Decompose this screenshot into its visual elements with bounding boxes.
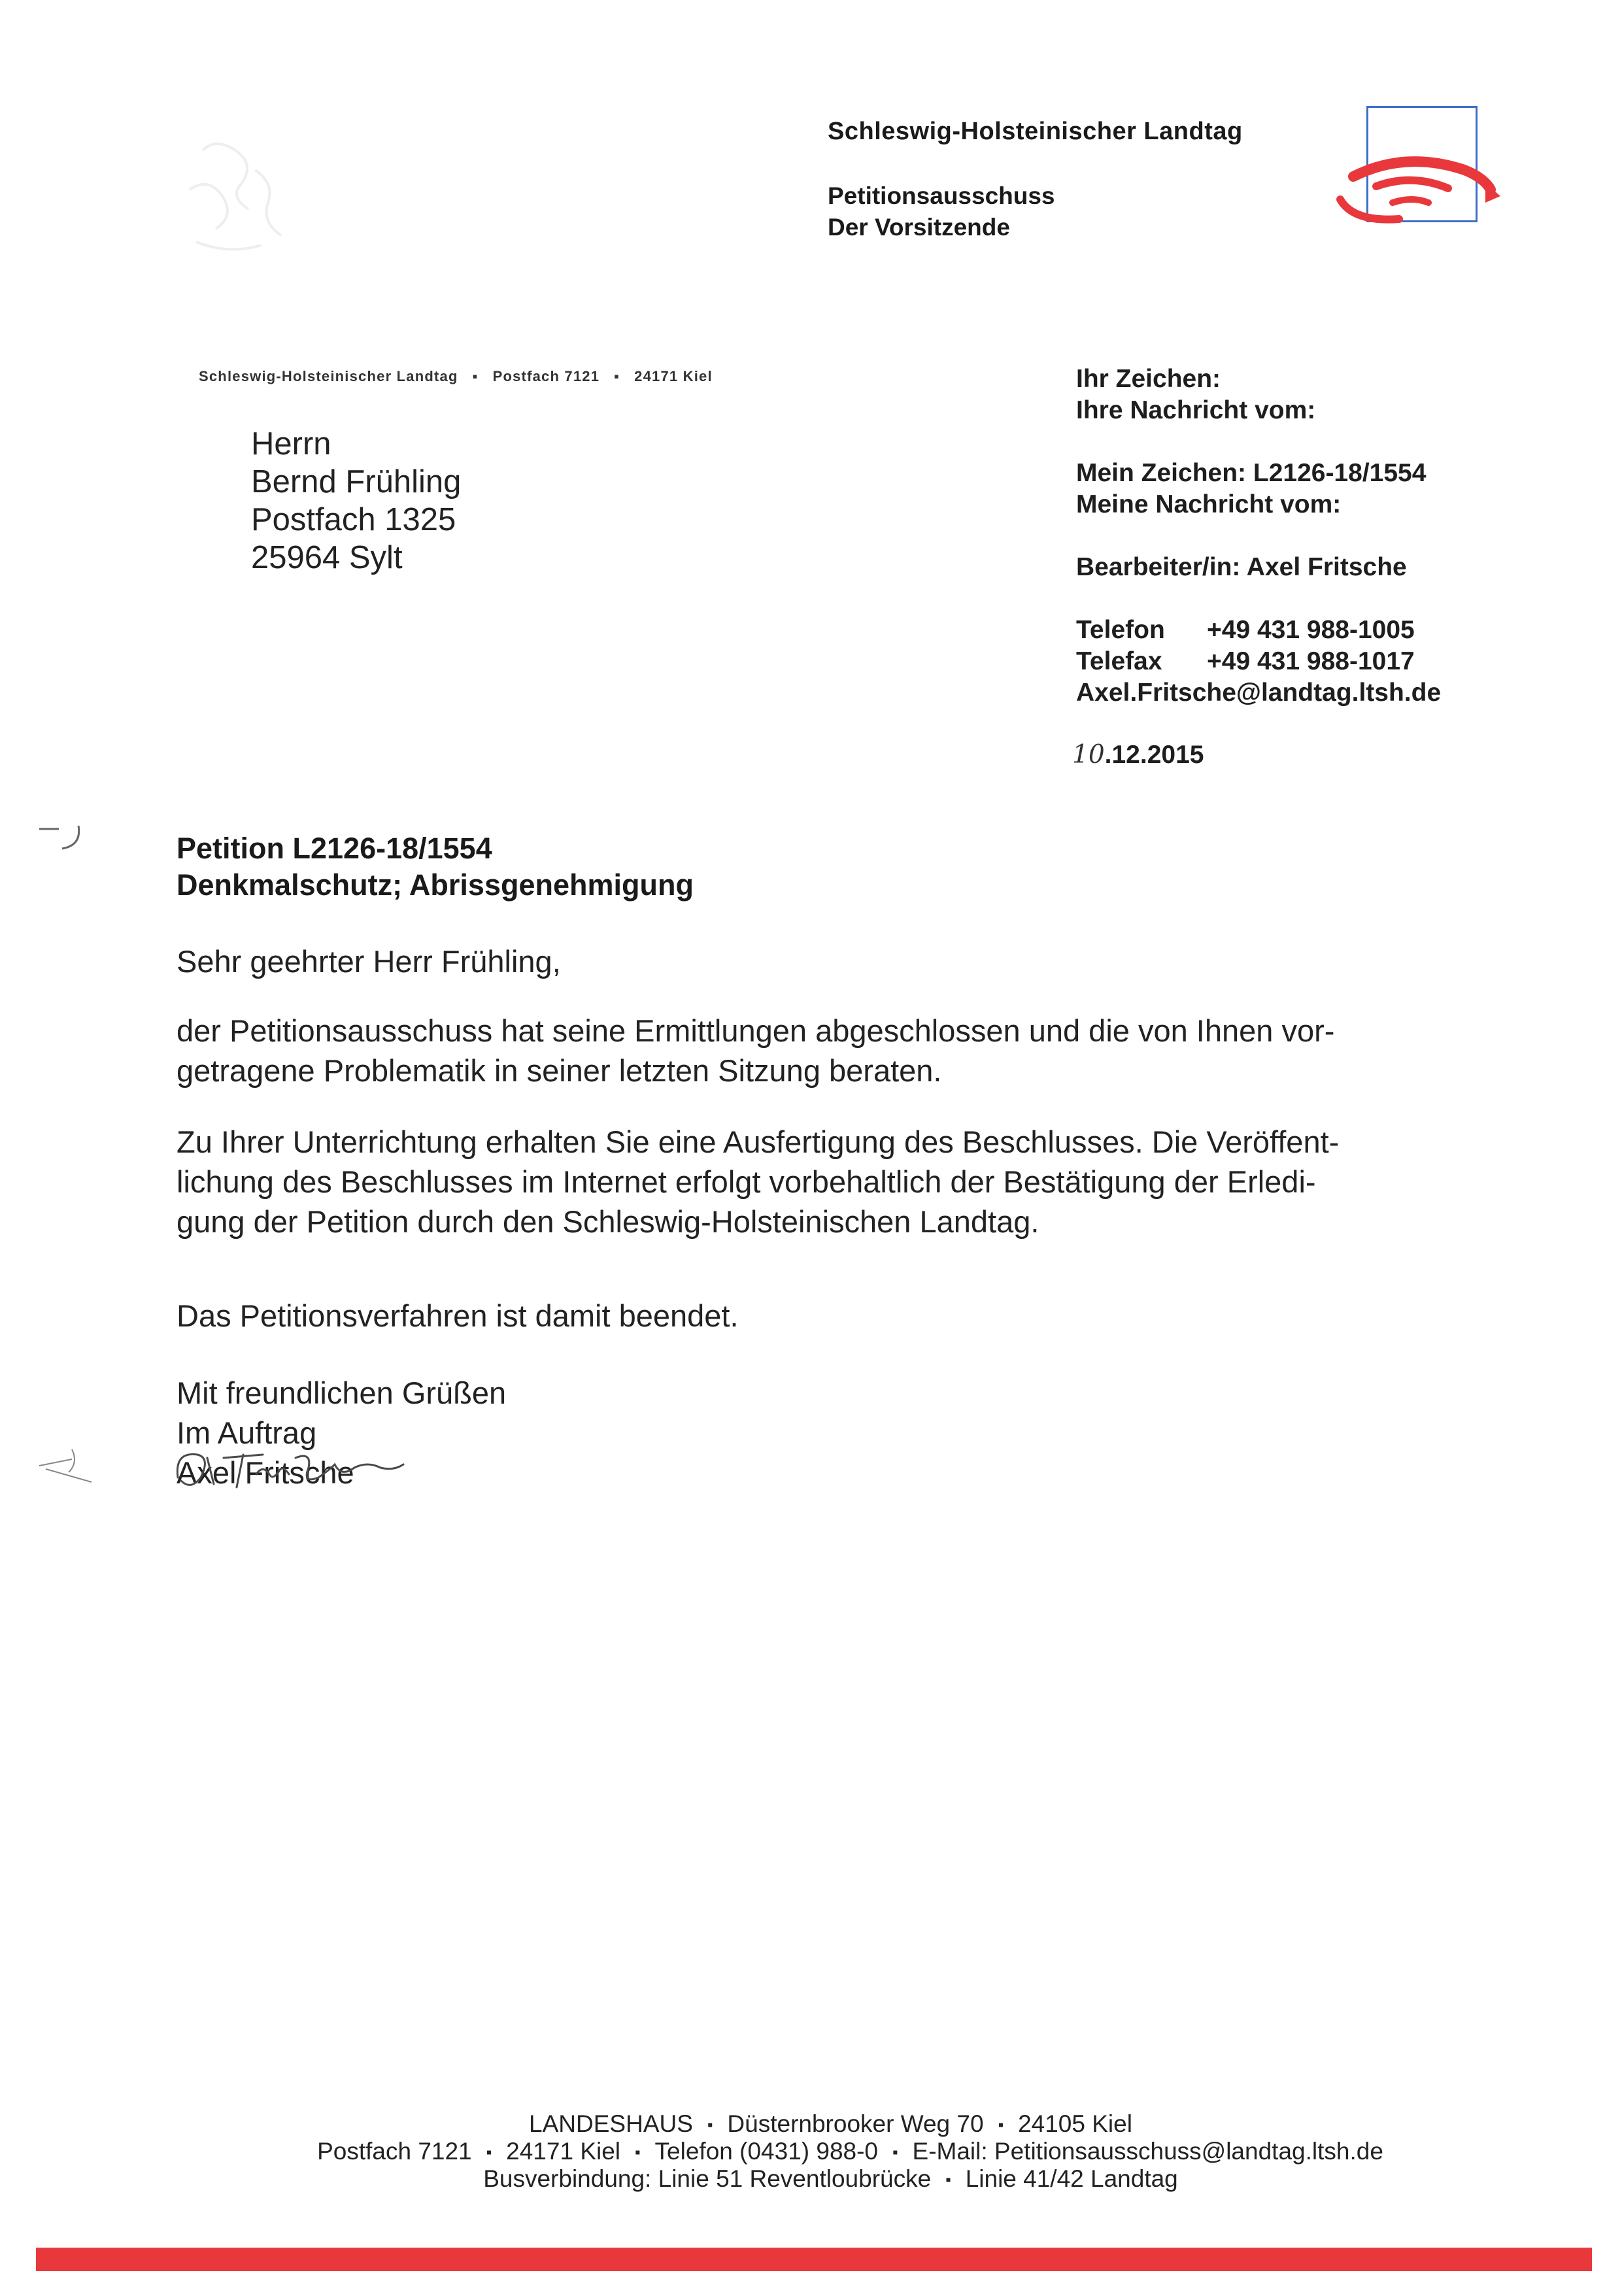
body-paragraph-3: Das Petitionsverfahren ist damit beendet. xyxy=(177,1298,739,1333)
handwritten-signature xyxy=(171,1438,407,1497)
telefon-value: +49 431 988-1005 xyxy=(1207,616,1415,644)
fold-mark xyxy=(33,1446,98,1485)
recipient-postbox: Postfach 1325 xyxy=(251,502,456,537)
subject-petition: Petition L2126-18/1554 xyxy=(177,832,492,865)
ref-meine-nachricht: Meine Nachricht vom: xyxy=(1076,490,1342,518)
ref-ihre-nachricht: Ihre Nachricht vom: xyxy=(1076,396,1316,424)
paragraph-line: gung der Petition durch den Schleswig-Holsteinischen Landtag. xyxy=(177,1204,1039,1239)
subject-block xyxy=(177,830,694,903)
separator-bullet: ▪ xyxy=(614,368,620,384)
paragraph-line: der Petitionsausschuss hat seine Ermittlungen abgeschlossen und die von Ihnen vor- xyxy=(177,1013,1335,1048)
footer-phone: Telefon (0431) 988-0 xyxy=(654,2138,879,2165)
letter-salutation: Sehr geehrter Herr Frühling, xyxy=(177,944,561,979)
recipient-address xyxy=(251,425,461,577)
body-paragraph-2 xyxy=(177,1122,1432,1241)
landtag-logo-icon xyxy=(1314,137,1510,248)
separator-bullet: ▪ xyxy=(635,2144,641,2162)
footer-city: 24105 Kiel xyxy=(1018,2110,1132,2137)
header-committee-block xyxy=(828,180,1055,243)
telefon-label: Telefon xyxy=(1076,616,1165,644)
closing-im-auftrag: Im Auftrag xyxy=(177,1415,317,1450)
ref-telefon-row xyxy=(1076,615,1441,646)
date-handwritten-day: 10 xyxy=(1072,740,1105,769)
footer-bus-1: Busverbindung: Linie 51 Reventloubrücke xyxy=(483,2165,932,2192)
separator-bullet: ▪ xyxy=(998,2116,1004,2135)
header-chair: Der Vorsitzende xyxy=(828,214,1010,241)
sender-return-line xyxy=(199,368,713,385)
signer-name: Axel Fritsche xyxy=(177,1455,354,1490)
separator-bullet: ▪ xyxy=(707,2116,713,2135)
footer-line-2 xyxy=(0,2138,1622,2165)
recipient-name: Bernd Frühling xyxy=(251,464,462,499)
paragraph-line: lichung des Beschlusses im Internet erfolgt vorbehaltlich der Bestätigung der Erledi- xyxy=(177,1164,1316,1199)
recipient-salutation: Herrn xyxy=(251,426,331,462)
footer-bus-2: Linie 41/42 Landtag xyxy=(965,2165,1178,2192)
embossed-seal xyxy=(163,131,307,268)
separator-bullet: ▪ xyxy=(945,2171,951,2189)
paragraph-line: Zu Ihrer Unterrichtung erhalten Sie eine Ausfertigung des Beschlusses. Die Veröffent- xyxy=(177,1124,1340,1159)
ref-bearbeiter: Bearbeiter/in: Axel Fritsche xyxy=(1076,553,1407,581)
reference-block xyxy=(1076,363,1441,709)
separator-bullet: ▪ xyxy=(486,2144,492,2162)
footer-red-bar xyxy=(36,2248,1592,2271)
separator-bullet: ▪ xyxy=(892,2144,898,2162)
ref-email: Axel.Fritsche@landtag.ltsh.de xyxy=(1076,679,1442,707)
subject-topic: Denkmalschutz; Abrissgenehmigung xyxy=(177,868,694,902)
header-committee: Petitionsausschuss xyxy=(828,182,1055,209)
sender-postbox: Postfach 7121 xyxy=(492,368,600,384)
letter-date xyxy=(1072,740,1204,769)
footer-street: Düsternbrooker Weg 70 xyxy=(727,2110,984,2137)
footer-line-1 xyxy=(0,2110,1622,2138)
footer-postbox: Postfach 7121 xyxy=(317,2138,472,2165)
recipient-city: 25964 Sylt xyxy=(251,540,403,575)
ref-mein-zeichen: Mein Zeichen: L2126-18/1554 xyxy=(1076,459,1427,487)
footer-post-city: 24171 Kiel xyxy=(506,2138,621,2165)
closing-greeting: Mit freundlichen Grüßen xyxy=(177,1376,507,1410)
sender-org: Schleswig-Holsteinischer Landtag xyxy=(199,368,458,384)
separator-bullet: ▪ xyxy=(472,368,479,384)
footer-email: E-Mail: Petitionsausschuss@landtag.ltsh.de xyxy=(912,2138,1383,2165)
fold-mark xyxy=(33,822,98,862)
ref-telefax-row xyxy=(1076,646,1441,677)
telefax-value: +49 431 988-1017 xyxy=(1207,647,1415,675)
header-organization: Schleswig-Holsteinischer Landtag xyxy=(828,118,1243,145)
paragraph-line: getragene Problematik in seiner letzten Sitzung beraten. xyxy=(177,1053,942,1088)
telefax-label: Telefax xyxy=(1076,647,1162,675)
ref-ihr-zeichen: Ihr Zeichen: xyxy=(1076,365,1221,393)
date-rest: .12.2015 xyxy=(1104,741,1204,769)
sender-city: 24171 Kiel xyxy=(634,368,713,384)
footer-building: LANDESHAUS xyxy=(529,2110,693,2137)
footer-line-3 xyxy=(0,2165,1622,2193)
body-paragraph-1 xyxy=(177,1011,1432,1090)
